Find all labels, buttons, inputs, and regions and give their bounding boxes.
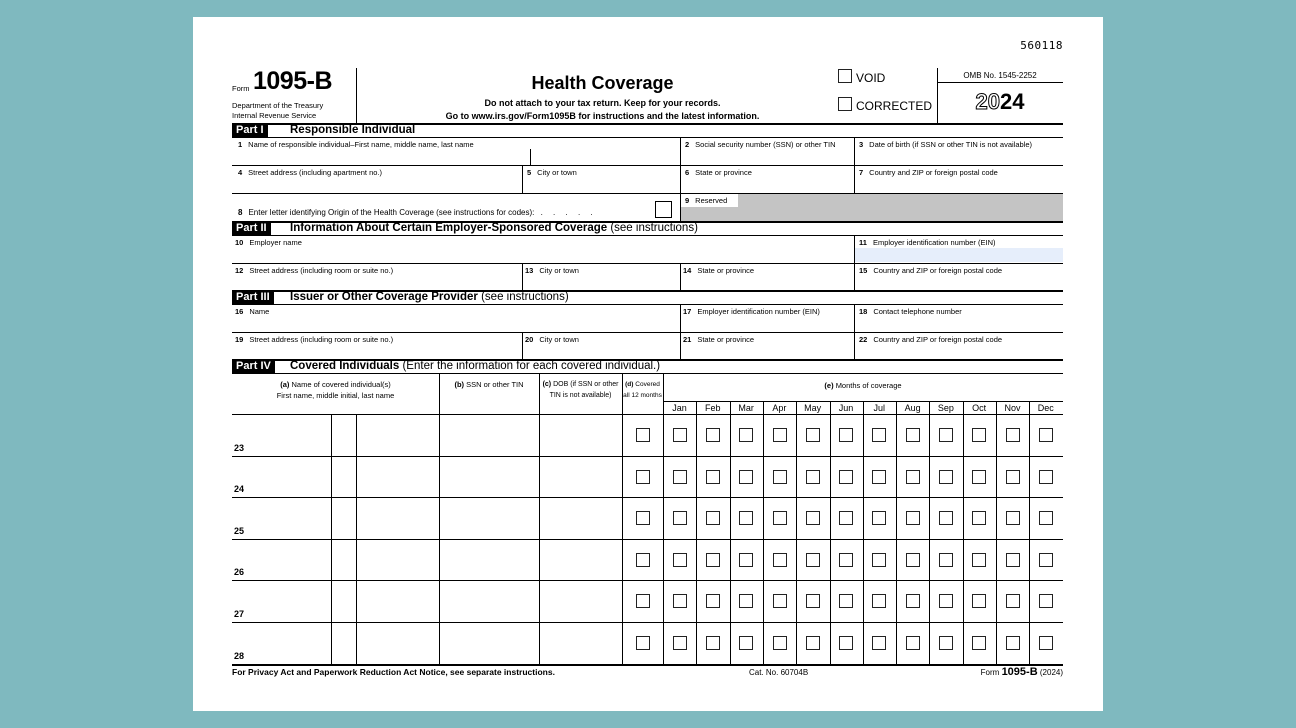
- col-divider-c-d: [622, 374, 623, 664]
- row-27-aug-checkbox[interactable]: [906, 594, 920, 608]
- row-rule: [232, 539, 1063, 540]
- row-26-dec-checkbox[interactable]: [1039, 553, 1053, 567]
- footer-form-id: Form 1095-B (2024): [980, 666, 1063, 678]
- field-10-label: 10 Employer name: [235, 238, 302, 247]
- month-divider: [896, 402, 897, 664]
- form-word: Form: [232, 84, 250, 93]
- row-rule: [232, 622, 1063, 623]
- row-26-nov-checkbox[interactable]: [1006, 553, 1020, 567]
- month-header-apr: Apr: [772, 403, 787, 413]
- row-24-oct-checkbox[interactable]: [972, 470, 986, 484]
- row-27-jul-checkbox[interactable]: [872, 594, 886, 608]
- row-23-feb-checkbox[interactable]: [706, 428, 720, 442]
- field-7-label: 7 Country and ZIP or foreign postal code: [859, 168, 998, 177]
- tax-year: [937, 90, 1063, 114]
- row-28-all-12-months-checkbox[interactable]: [636, 636, 650, 650]
- header-bottom-rule: [232, 414, 1063, 415]
- month-header-sep: Sep: [937, 403, 954, 413]
- row-24-feb-checkbox[interactable]: [706, 470, 720, 484]
- field-2-label: 2 Social security number (SSN) or other TIN: [685, 140, 836, 149]
- subtitle-line2: Go to www.irs.gov/Form1095B for instructions and the latest information.: [445, 111, 760, 121]
- row-24-sep-checkbox[interactable]: [939, 470, 953, 484]
- col-b-header: (b) SSN or other TIN: [454, 380, 524, 389]
- field-12-label: 12 Street address (including room or suite no.): [235, 266, 394, 275]
- month-header-feb: Feb: [705, 403, 721, 413]
- void-checkbox[interactable]: [838, 69, 852, 83]
- row-24-mar-checkbox[interactable]: [739, 470, 753, 484]
- row-26-jul-checkbox[interactable]: [872, 553, 886, 567]
- row-23-jan-checkbox[interactable]: [673, 428, 687, 442]
- part2-title-rule: [232, 235, 1063, 236]
- row-26-sep-checkbox[interactable]: [939, 553, 953, 567]
- field-21-label: 21 State or province: [683, 335, 755, 344]
- field-1-split: [530, 149, 531, 165]
- month-divider: [763, 402, 764, 664]
- row-25-nov-checkbox[interactable]: [1006, 511, 1020, 525]
- row-26-may-checkbox[interactable]: [806, 553, 820, 567]
- row-24-aug-checkbox[interactable]: [906, 470, 920, 484]
- field-4-label: 4 Street address (including apartment no.): [238, 168, 382, 177]
- row-25-sep-checkbox[interactable]: [939, 511, 953, 525]
- part3-tag: Part III: [232, 291, 274, 304]
- privacy-notice: For Privacy Act and Paperwork Reduction Act Notice, see separate instructions.: [232, 667, 555, 677]
- field-19-label: 19 Street address (including room or suite no.): [235, 335, 394, 344]
- row-23-jul-checkbox[interactable]: [872, 428, 886, 442]
- row-25-oct-checkbox[interactable]: [972, 511, 986, 525]
- row-number-24: 24: [234, 484, 245, 495]
- field-5-label: 5 City or town: [527, 168, 577, 177]
- row-24-jun-checkbox[interactable]: [839, 470, 853, 484]
- row-27-oct-checkbox[interactable]: [972, 594, 986, 608]
- field-9-label: 9 Reserved: [685, 196, 728, 205]
- row-number-28: 28: [234, 650, 245, 661]
- col-divider-a-b: [439, 374, 440, 664]
- field-11-label: 11 Employer identification number (EIN): [859, 238, 996, 247]
- month-divider: [830, 402, 831, 664]
- month-header-dec: Dec: [1037, 403, 1054, 413]
- row-25-all-12-months-checkbox[interactable]: [636, 511, 650, 525]
- row-number-26: 26: [234, 567, 245, 578]
- row-26-all-12-months-checkbox[interactable]: [636, 553, 650, 567]
- col-divider-d-e: [663, 374, 664, 664]
- row-27-nov-checkbox[interactable]: [1006, 594, 1020, 608]
- row-24-may-checkbox[interactable]: [806, 470, 820, 484]
- row-28-nov-checkbox[interactable]: [1006, 636, 1020, 650]
- field-18-label: 18 Contact telephone number: [859, 307, 962, 316]
- row-28-mar-checkbox[interactable]: [739, 636, 753, 650]
- row-26-aug-checkbox[interactable]: [906, 553, 920, 567]
- row-rule: [232, 456, 1063, 457]
- month-divider: [929, 402, 930, 664]
- row-27-jan-checkbox[interactable]: [673, 594, 687, 608]
- void-label: VOID: [856, 71, 886, 85]
- field-8-label: 8 Enter letter identifying Origin of the Health Coverage (see instructions for codes): . . . . .: [238, 208, 597, 217]
- month-header-nov: Nov: [1004, 403, 1021, 413]
- row-28-jul-checkbox[interactable]: [872, 636, 886, 650]
- row-rule: [232, 497, 1063, 498]
- month-header-jun: Jun: [838, 403, 854, 413]
- col-a-header-line2: First name, middle initial, last name: [276, 391, 395, 400]
- field-19-divider: [522, 332, 523, 360]
- month-divider: [796, 402, 797, 664]
- row-23-apr-checkbox[interactable]: [773, 428, 787, 442]
- row-26-oct-checkbox[interactable]: [972, 553, 986, 567]
- part3-row1-rule: [232, 332, 1063, 333]
- row-25-aug-checkbox[interactable]: [906, 511, 920, 525]
- month-divider: [730, 402, 731, 664]
- row-24-jan-checkbox[interactable]: [673, 470, 687, 484]
- field-1-label: 1 Name of responsible individual–First name, middle name, last name: [238, 140, 474, 149]
- col-d-header-line1: (d) Covered: [625, 381, 660, 388]
- field-11-input[interactable]: [855, 248, 1063, 262]
- row-27-feb-checkbox[interactable]: [706, 594, 720, 608]
- row-25-jul-checkbox[interactable]: [872, 511, 886, 525]
- col-d-header-line2: all 12 months: [623, 392, 662, 399]
- catalog-number: Cat. No. 60704B: [749, 668, 809, 677]
- row-25-mar-checkbox[interactable]: [739, 511, 753, 525]
- dept-line1: Department of the Treasury: [232, 101, 324, 110]
- field-20-label: 20 City or town: [525, 335, 579, 344]
- row-23-sep-checkbox[interactable]: [939, 428, 953, 442]
- row-28-aug-checkbox[interactable]: [906, 636, 920, 650]
- part3-title: Issuer or Other Coverage Provider (see instructions): [290, 291, 569, 303]
- form-title: Health Coverage: [531, 73, 674, 93]
- row-24-jul-checkbox[interactable]: [872, 470, 886, 484]
- month-divider: [1029, 402, 1030, 664]
- col-divider-b-c: [539, 374, 540, 664]
- month-divider: [863, 402, 864, 664]
- row-28-dec-checkbox[interactable]: [1039, 636, 1053, 650]
- tax-year-outline: 20: [975, 89, 1000, 114]
- row-27-mar-checkbox[interactable]: [739, 594, 753, 608]
- col-a-header-line1: (a) Name of covered individual(s): [280, 380, 391, 389]
- field-6-label: 6 State or province: [685, 168, 752, 177]
- row-number-23: 23: [234, 442, 245, 453]
- row-25-may-checkbox[interactable]: [806, 511, 820, 525]
- row-28-may-checkbox[interactable]: [806, 636, 820, 650]
- row-27-may-checkbox[interactable]: [806, 594, 820, 608]
- row-25-dec-checkbox[interactable]: [1039, 511, 1053, 525]
- field-9-shading-top: [738, 194, 1063, 207]
- row-23-aug-checkbox[interactable]: [906, 428, 920, 442]
- field-16-label: 16 Name: [235, 307, 270, 316]
- row-28-sep-checkbox[interactable]: [939, 636, 953, 650]
- row-number-25: 25: [234, 525, 245, 536]
- row-28-jan-checkbox[interactable]: [673, 636, 687, 650]
- part1-tag: Part I: [232, 124, 268, 137]
- row-26-jan-checkbox[interactable]: [673, 553, 687, 567]
- row-27-apr-checkbox[interactable]: [773, 594, 787, 608]
- part4-title: Covered Individuals (Enter the information for each covered individual.): [290, 360, 661, 372]
- form-page: [193, 17, 1103, 711]
- row-23-all-12-months-checkbox[interactable]: [636, 428, 650, 442]
- month-divider: [996, 402, 997, 664]
- part4-tag: Part IV: [232, 360, 275, 373]
- col-c-header-line2: TIN is not available): [549, 392, 612, 399]
- row-23-jun-checkbox[interactable]: [839, 428, 853, 442]
- month-header-jul: Jul: [873, 403, 886, 413]
- row-23-nov-checkbox[interactable]: [1006, 428, 1020, 442]
- form-code: 560118: [1020, 39, 1063, 52]
- month-header-aug: Aug: [904, 403, 921, 413]
- row-rule: [232, 664, 1063, 666]
- col-e-header: (e) Months of coverage: [824, 381, 902, 390]
- row-27-dec-checkbox[interactable]: [1039, 594, 1053, 608]
- month-header-mar: Mar: [738, 403, 754, 413]
- row-25-feb-checkbox[interactable]: [706, 511, 720, 525]
- part4-title-rule: [232, 373, 1063, 374]
- subtitle-line1: Do not attach to your tax return. Keep for your records.: [484, 98, 721, 108]
- row-23-may-checkbox[interactable]: [806, 428, 820, 442]
- part1-title: Responsible Individual: [290, 124, 416, 136]
- part1-row1-rule: [232, 165, 1063, 166]
- row-24-dec-checkbox[interactable]: [1039, 470, 1053, 484]
- form-number: 1095-B: [253, 67, 332, 95]
- row-27-jun-checkbox[interactable]: [839, 594, 853, 608]
- omb-number: OMB No. 1545-2252: [963, 71, 1037, 80]
- field-15-label: 15 Country and ZIP or foreign postal code: [859, 266, 1003, 275]
- row-24-all-12-months-checkbox[interactable]: [636, 470, 650, 484]
- row-number-27: 27: [234, 609, 245, 619]
- row-24-nov-checkbox[interactable]: [1006, 470, 1020, 484]
- field-14-label: 14 State or province: [683, 266, 755, 275]
- row-26-jun-checkbox[interactable]: [839, 553, 853, 567]
- row-25-apr-checkbox[interactable]: [773, 511, 787, 525]
- row-23-dec-checkbox[interactable]: [1039, 428, 1053, 442]
- row-23-mar-checkbox[interactable]: [739, 428, 753, 442]
- dept-line2: Internal Revenue Service: [232, 111, 317, 120]
- row-27-all-12-months-checkbox[interactable]: [636, 594, 650, 608]
- field-22-label: 22 Country and ZIP or foreign postal code: [859, 335, 1003, 344]
- row-25-jan-checkbox[interactable]: [673, 511, 687, 525]
- field-13-divider: [680, 263, 681, 291]
- row-23-oct-checkbox[interactable]: [972, 428, 986, 442]
- month-header-may: May: [804, 403, 822, 413]
- row-27-sep-checkbox[interactable]: [939, 594, 953, 608]
- part1-title-rule: [232, 137, 1063, 138]
- row-24-apr-checkbox[interactable]: [773, 470, 787, 484]
- form-1095b: [232, 17, 1063, 711]
- field-9-shading: [681, 207, 1063, 221]
- field-12-divider: [522, 263, 523, 291]
- row-28-oct-checkbox[interactable]: [972, 636, 986, 650]
- part3-title-rule: [232, 304, 1063, 305]
- corrected-label: CORRECTED: [856, 99, 933, 113]
- part2-tag: Part II: [232, 222, 271, 235]
- row-25-jun-checkbox[interactable]: [839, 511, 853, 525]
- field-3-label: 3 Date of birth (if SSN or other TIN is not available): [859, 140, 1033, 149]
- row-26-apr-checkbox[interactable]: [773, 553, 787, 567]
- part2-row1-rule: [232, 263, 1063, 264]
- month-header-oct: Oct: [972, 403, 987, 413]
- field-13-label: 13 City or town: [525, 266, 579, 275]
- row-28-feb-checkbox[interactable]: [706, 636, 720, 650]
- field-8-input[interactable]: [655, 201, 672, 218]
- row-26-mar-checkbox[interactable]: [739, 553, 753, 567]
- field-17-label: 17 Employer identification number (EIN): [683, 307, 820, 316]
- field-4-divider: [522, 165, 523, 193]
- corrected-checkbox[interactable]: [838, 97, 852, 111]
- tax-year-bold: 24: [1000, 89, 1025, 114]
- row-26-feb-checkbox[interactable]: [706, 553, 720, 567]
- row-28-jun-checkbox[interactable]: [839, 636, 853, 650]
- month-divider: [963, 402, 964, 664]
- month-divider: [696, 402, 697, 664]
- col-c-header-line1: (c) DOB (if SSN or other: [542, 381, 619, 388]
- part2-title: Information About Certain Employer-Sponsored Coverage (see instructions): [290, 222, 698, 234]
- month-header-jan: Jan: [672, 403, 687, 413]
- omb-rule: [937, 82, 1063, 83]
- row-28-apr-checkbox[interactable]: [773, 636, 787, 650]
- row-rule: [232, 580, 1063, 581]
